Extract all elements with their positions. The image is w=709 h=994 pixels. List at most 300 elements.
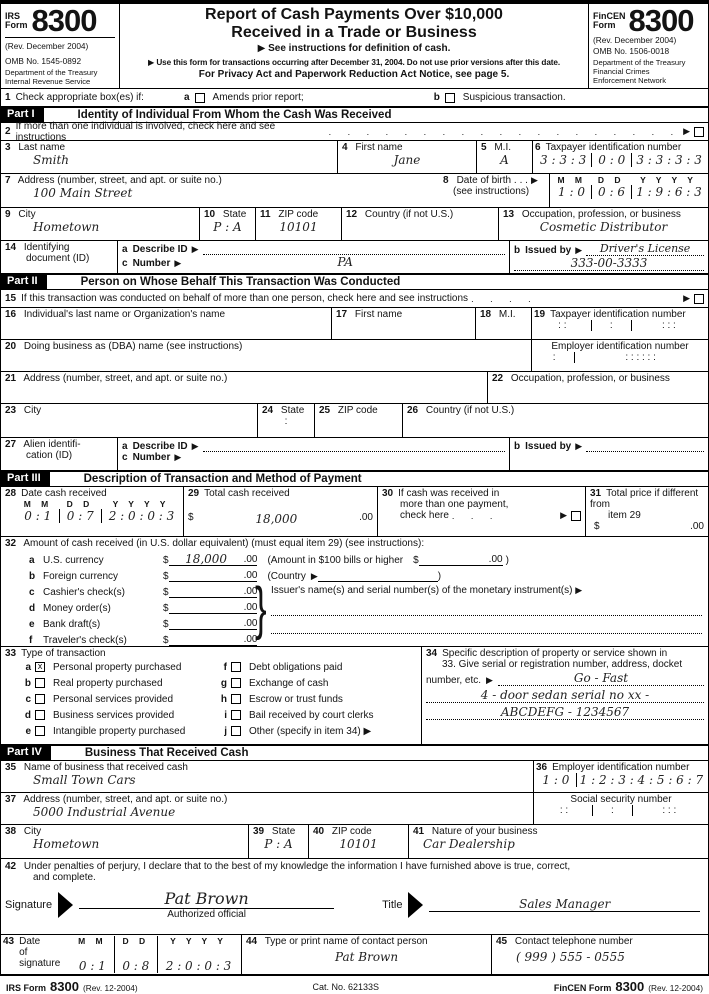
foreign-country-value[interactable] (318, 568, 438, 582)
tin-group-2[interactable]: 0 : 0 (591, 153, 631, 167)
footer-fincen-agency: FinCEN Form (553, 983, 612, 993)
item18-cell (475, 308, 531, 339)
form-notice: ▶ Use this form for transactions occurring after December 31, 2004. Do not use prior versions after this date. (147, 58, 561, 67)
item9-label: City (18, 209, 36, 220)
behalf-state-value[interactable]: : (284, 416, 288, 427)
ein-group-1[interactable]: : (552, 352, 556, 363)
item33h-label: Escrow or trust funds (249, 693, 343, 705)
item33j-key: j (224, 725, 227, 737)
item33f-label: Debt obligations paid (249, 661, 343, 673)
fincen-agency: FinCEN (593, 11, 626, 21)
row-20 (1, 339, 708, 371)
total-cash-received-value[interactable]: 18,000 (255, 512, 298, 526)
item24-cell (257, 404, 314, 437)
issued-by-value[interactable]: Driver's License (586, 242, 704, 256)
form-title-line1: Report of Cash Payments Over $10,000 (205, 6, 503, 23)
item43-label2: of (19, 947, 28, 958)
row-32b (1, 566, 708, 582)
item10-cell (199, 208, 255, 240)
item33i-label: Bail received by court clerks (249, 709, 374, 721)
title-label: Title (382, 898, 403, 911)
row-32 (1, 536, 708, 646)
item17-label: First name (354, 309, 403, 320)
item18-num: 18 (480, 309, 492, 320)
foreign-currency-value[interactable] (169, 568, 244, 582)
business-ein-group-2[interactable]: 1 : 2 : 3 : 4 : 5 : 6 : 7 (576, 773, 706, 787)
occupation-value[interactable]: Cosmetic Distributor (539, 220, 668, 234)
item5-num: 5 (481, 142, 487, 153)
item1b-label: Suspicious transaction. (462, 92, 566, 103)
item28-head-dd: D D (66, 499, 94, 509)
item14c-arrow-icon: ▶ (174, 258, 182, 268)
dob-mm-value[interactable]: 1 : 0 (558, 185, 585, 199)
item3-num: 3 (5, 142, 11, 153)
item38-label: City (23, 826, 42, 837)
amends-prior-report-checkbox[interactable] (195, 93, 205, 103)
item32d-key: d (29, 603, 36, 614)
item24-num: 24 (262, 405, 274, 416)
item27b-key: b (514, 441, 521, 452)
suspicious-transaction-checkbox[interactable] (445, 93, 455, 103)
fincen-dept: Department of the Treasury (593, 58, 686, 67)
item28-head-yyyy: Y Y Y Y (112, 499, 170, 509)
date-received-dd[interactable]: 0 : 7 (59, 509, 102, 523)
item21-num: 21 (5, 373, 17, 384)
business-zip-value[interactable]: 10101 (339, 837, 378, 851)
part1-tag: Part I (1, 108, 44, 122)
business-services-checkbox[interactable] (35, 710, 45, 720)
id-number-value[interactable]: PA (337, 255, 353, 269)
tin-group-1[interactable]: 3 : 3 : 3 (540, 153, 587, 167)
item14a-key: a (122, 244, 128, 255)
item33g-key: g (220, 677, 227, 689)
item27-num: 27 (5, 439, 17, 450)
behalf-tin-group-1[interactable]: : : (558, 320, 567, 331)
alien-issued-by-value[interactable] (586, 439, 704, 452)
item27-label-cell (1, 438, 117, 470)
item27c-label: Number (132, 452, 171, 463)
item34-label3: number, etc. (426, 675, 482, 686)
transaction-type-d (19, 707, 215, 723)
item3-label: Last name (18, 142, 66, 153)
item14-issued-cell (509, 241, 708, 273)
item1a-label: Amends prior report; (212, 92, 304, 103)
bank-draft-value[interactable] (169, 616, 244, 630)
item34-num: 34 (426, 648, 438, 659)
item32f-cents: .00 (243, 634, 258, 645)
middle-initial-value[interactable]: A (500, 153, 509, 167)
item33e-label: Intangible property purchased (53, 725, 186, 737)
zip-value[interactable]: 10101 (279, 220, 318, 234)
row-15 (1, 289, 708, 307)
item13-num: 13 (503, 209, 515, 220)
id-number2-value[interactable]: 333-00-3333 (514, 256, 704, 271)
transaction-type-g (215, 675, 417, 691)
item32e-key: e (29, 619, 35, 630)
item10-num: 10 (204, 209, 216, 220)
item28-label: Date cash received (21, 488, 107, 499)
cashiers-check-value[interactable] (169, 584, 244, 598)
item5-label: M.I. (494, 142, 512, 153)
item43-label1: Date (19, 936, 41, 947)
item32e-dollar: $ (163, 619, 169, 630)
item1b-key: b (433, 92, 440, 103)
item35-cell (1, 761, 533, 792)
item23-cell (1, 404, 257, 437)
row-42-signature (1, 858, 708, 934)
item41-cell (408, 825, 708, 858)
address-value[interactable]: 100 Main Street (33, 186, 133, 200)
item32a-label: U.S. currency (43, 555, 104, 566)
item22-num: 22 (492, 373, 504, 384)
row-23-26 (1, 403, 708, 437)
item33d-label: Business services provided (53, 709, 175, 721)
item38-cell (1, 825, 248, 858)
irs-agency: IRS (5, 11, 21, 21)
item32a-extra-cents: .00 (488, 554, 503, 565)
item36-cell (533, 761, 708, 792)
item32b-cents: .00 (243, 570, 258, 581)
item32b-extra-pre: (Country (267, 571, 306, 582)
item32-num: 32 (5, 538, 17, 549)
business-city-value[interactable]: Hometown (33, 837, 100, 851)
signature-value[interactable]: Pat Brown (79, 889, 334, 909)
item17-cell (331, 308, 475, 339)
item32a-extra-post: ) (505, 555, 509, 566)
alien-describe-id-value[interactable] (203, 439, 505, 452)
item32-label: Amount of cash received (in U.S. dollar equivalent) (must equal item 29) (see instructions): (23, 538, 425, 549)
state-value[interactable]: P : A (213, 220, 242, 234)
tin-group-3[interactable]: 3 : 3 : 3 : 3 (631, 153, 706, 167)
signature-date-dd[interactable]: 0 : 8 (122, 959, 150, 973)
row-33-34 (1, 646, 708, 744)
date-received-yyyy[interactable]: 2 : 0 : 0 : 3 (101, 509, 181, 523)
item36-label: Employer identification number (552, 762, 690, 773)
item33h-key: h (220, 693, 227, 705)
item43-num: 43 (3, 936, 15, 947)
fincen-bureau1: Financial Crimes (593, 67, 650, 76)
item44-label: Type or print name of contact person (264, 936, 428, 947)
item26-cell (402, 404, 708, 437)
item32b-key: b (29, 571, 36, 582)
item32e-label: Bank draft(s) (43, 619, 101, 630)
item8-label-cell (439, 174, 549, 207)
item33a-key: a (25, 661, 31, 673)
footer-fincen-rev: (Rev. 12-2004) (648, 983, 703, 993)
item19-num: 19 (534, 309, 546, 320)
item27c-arrow-icon: ▶ (174, 452, 182, 462)
item32b-arrow-icon: ▶ (310, 571, 318, 581)
item9-cell (1, 208, 199, 240)
item32a-key: a (29, 555, 35, 566)
item14a-label: Describe ID (132, 244, 188, 255)
footer-cat-number: Cat. No. 62133S (312, 981, 380, 992)
title-area[interactable] (429, 897, 700, 912)
travelers-check-value[interactable] (169, 632, 244, 646)
item14-num: 14 (5, 242, 17, 253)
title-arrow-icon (408, 892, 423, 918)
item7-num: 7 (5, 175, 11, 186)
footer-irs-number: 8300 (50, 979, 79, 994)
us-currency-value[interactable]: 18,000 (169, 552, 244, 566)
item39-label: State (271, 826, 296, 837)
business-name-value[interactable]: Small Town Cars (33, 773, 136, 787)
item37-ssn-cell (533, 793, 708, 824)
item8-label: Date of birth . (456, 175, 517, 186)
business-state-value[interactable]: P : A (264, 837, 293, 851)
item33a-label: Personal property purchased (53, 661, 182, 673)
item15-dot-leader: . . . . (471, 293, 538, 304)
transaction-type-b (19, 675, 215, 691)
item10-label: State (222, 209, 247, 220)
multiple-individuals-checkbox[interactable] (694, 127, 704, 137)
ein-group-2[interactable]: : : : : : : (574, 352, 706, 363)
item11-cell (255, 208, 341, 240)
contact-name-value[interactable]: Pat Brown (334, 950, 399, 964)
item11-label: ZIP code (278, 209, 319, 220)
footer-irs-rev: (Rev. 12-2004) (82, 983, 138, 993)
fincen-form-number: 8300 (628, 3, 694, 38)
fincen-omb: OMB No. 1506-0018 (593, 46, 670, 56)
debt-obligations-checkbox[interactable] (231, 662, 241, 672)
other-transaction-checkbox[interactable] (231, 726, 241, 736)
item43-label3: signature (19, 958, 61, 969)
row-27 (1, 437, 708, 470)
item27-label1: Alien identifi- (23, 439, 81, 450)
item33c-label: Personal services provided (53, 693, 174, 705)
item34-label1: Specific description of property or service shown in (442, 648, 668, 659)
row-1 (1, 88, 708, 106)
item20-ein-cell (531, 340, 708, 371)
business-address-value[interactable]: 5000 Industrial Avenue (33, 805, 176, 819)
item35-num: 35 (5, 762, 17, 773)
item18-label: M.I. (498, 309, 516, 320)
item33-num: 33 (5, 648, 17, 659)
issuer-line-1[interactable] (271, 603, 702, 616)
transaction-type-a (19, 659, 215, 675)
title-value[interactable]: Sales Manager (429, 897, 700, 912)
item29-cell (183, 487, 377, 536)
item30-num: 30 (382, 488, 394, 499)
item43-head-mm: M M (78, 936, 107, 946)
row-14 (1, 240, 708, 273)
signature-label: Signature (5, 898, 53, 911)
issuer-line-2[interactable] (271, 621, 702, 634)
item15-label: If this transaction was conducted on behalf of more than one person, check here and see instructions (21, 293, 469, 304)
part2-header (1, 273, 708, 289)
irs-form-number: 8300 (31, 3, 97, 38)
item27-label2: cation (ID) (26, 450, 73, 461)
contact-phone-value[interactable]: ( 999 ) 555 - 0555 (516, 950, 625, 964)
ssn-group-1[interactable]: : : (559, 805, 569, 816)
exchange-of-cash-checkbox[interactable] (231, 678, 241, 688)
item34-label2: 33. Give serial or registration number, address, docket (442, 659, 683, 670)
bail-received-checkbox[interactable] (231, 710, 241, 720)
hundred-bills-value[interactable] (419, 552, 489, 566)
row-37 (1, 792, 708, 824)
item28-cell (1, 487, 183, 536)
dob-yyyy-value[interactable]: 1 : 9 : 6 : 3 (631, 185, 706, 199)
item26-label: Country (if not U.S.) (425, 405, 515, 416)
item32f-label: Traveler's check(s) (43, 635, 127, 646)
item15-arrow-icon: ▶ (683, 293, 690, 303)
item32b-label: Foreign currency (43, 571, 119, 582)
item33f-key: f (223, 661, 227, 673)
item22-cell (487, 372, 708, 403)
part3-title: Description of Transaction and Method of Payment (83, 473, 362, 485)
item31-cell (585, 487, 708, 536)
signature-arrow-icon (58, 892, 73, 918)
item41-num: 41 (413, 826, 425, 837)
item31-cents: .00 (690, 521, 704, 532)
item14-label2: document (ID) (26, 253, 90, 264)
ssn-group-3[interactable]: : : : (632, 805, 706, 816)
ein-label: Employer identification number (551, 341, 689, 352)
item8-arrow-icon: ▶ (530, 175, 538, 185)
transaction-type-i (215, 707, 417, 723)
signature-area[interactable] (79, 889, 334, 920)
item33c-key: c (25, 693, 31, 705)
item32f-key: f (29, 635, 33, 646)
issuer-label: Issuer's name(s) and serial number(s) of the monetary instrument(s) (271, 585, 573, 596)
last-name-value[interactable]: Smith (33, 153, 69, 167)
item12-label: Country (if not U.S.) (364, 209, 454, 220)
item39-num: 39 (253, 826, 265, 837)
item5-cell (476, 141, 532, 173)
item34-arrow-icon: ▶ (486, 675, 493, 685)
item2-arrow-icon: ▶ (683, 126, 691, 136)
item8-num: 8 (443, 175, 449, 186)
multiple-payments-checkbox[interactable] (571, 511, 581, 521)
item27-describe-cell (117, 438, 509, 470)
row-28-31 (1, 486, 708, 536)
item21-cell (1, 372, 487, 403)
item30-label1: If cash was received in (398, 488, 500, 499)
item33d-key: d (24, 709, 31, 721)
item45-cell (491, 935, 708, 974)
first-name-value[interactable]: Jane (393, 153, 421, 167)
part1-title: Identity of Individual From Whom the Cash Was Received (77, 109, 392, 121)
item32c-cents: .00 (243, 586, 258, 597)
irs-header-box (1, 4, 119, 88)
money-order-value[interactable] (169, 600, 244, 614)
ssn-group-2[interactable]: : (592, 805, 632, 816)
describe-id-value[interactable] (203, 242, 505, 255)
item4-label: First name (355, 142, 403, 153)
item9-num: 9 (5, 209, 11, 220)
item44-num: 44 (246, 936, 258, 947)
item43-head-dd: D D (122, 936, 150, 946)
item1a-key: a (183, 92, 190, 103)
item2-num: 2 (5, 126, 11, 137)
item23-num: 23 (5, 405, 17, 416)
row-21-22 (1, 371, 708, 403)
item37-cell (1, 793, 533, 824)
date-received-mm[interactable]: 0 : 1 (24, 509, 52, 523)
dob-head-mm: M M (557, 175, 587, 185)
item25-num: 25 (319, 405, 331, 416)
behalf-multiple-persons-checkbox[interactable] (694, 294, 704, 304)
footer-fincen-number: 8300 (615, 979, 645, 994)
row-3-6 (1, 140, 708, 173)
item2-label: If more than one individual is involved, check here and see instructions (15, 120, 276, 143)
ssn-label: Social security number (570, 794, 672, 805)
item25-label: ZIP code (337, 405, 378, 416)
property-description-value-2[interactable]: 4 - door sedan serial no xx - (426, 688, 704, 703)
item29-label: Total cash received (204, 488, 290, 499)
fincen-bureau2: Enforcement Network (593, 76, 667, 85)
signature-date-mm[interactable]: 0 : 1 (78, 959, 106, 973)
item30-arrow-icon: ▶ (560, 510, 567, 520)
signature-band (1, 883, 708, 920)
item41-label: Nature of your business (431, 826, 538, 837)
item30-label3: check here (400, 510, 449, 521)
behalf-tin-group-2[interactable]: : (591, 320, 631, 331)
item30-label2: more than one payment, (400, 499, 509, 510)
row-35-36 (1, 760, 708, 792)
personal-property-checkbox[interactable]: x (35, 662, 45, 672)
item14a-arrow-icon: ▶ (191, 244, 199, 254)
form-header (1, 4, 708, 88)
item4-cell (337, 141, 476, 173)
item19-label: Taxpayer identification number (550, 309, 686, 320)
item26-num: 26 (407, 405, 419, 416)
transaction-type-j (215, 723, 417, 739)
dob-dd-value[interactable]: 0 : 6 (591, 185, 631, 199)
item33i-key: i (224, 709, 227, 721)
item44-cell (241, 935, 491, 974)
transaction-type-f (215, 659, 417, 675)
item23-label: City (23, 405, 42, 416)
form-subtitle: ▶ See instructions for definition of cash. (257, 43, 451, 54)
item16-num: 16 (5, 309, 17, 320)
intangible-property-checkbox[interactable] (35, 726, 45, 736)
item14c-key: c (122, 258, 128, 269)
item16-label: Individual's last name or Organization's name (23, 309, 226, 320)
part3-tag: Part III (1, 472, 50, 486)
item33e-key: e (25, 725, 31, 737)
item20-num: 20 (5, 341, 17, 352)
item43-cell (1, 935, 241, 974)
fincen-header-box (588, 4, 708, 88)
item27b-label: Issued by (525, 441, 572, 452)
dob-head-yyyy: Y Y Y Y (640, 175, 697, 185)
item6-num: 6 (535, 142, 541, 153)
item32b-extra-post: ) (437, 571, 442, 582)
item32a-extra-dollar: $ (413, 555, 419, 566)
property-description-value-3[interactable]: ABCDEFG - 1234567 (426, 705, 704, 720)
item14c-label: Number (132, 258, 171, 269)
real-property-checkbox[interactable] (35, 678, 45, 688)
item11-num: 11 (260, 209, 271, 220)
form-footer (0, 974, 709, 994)
item30-dot-leader: . . . (451, 510, 500, 521)
city-value[interactable]: Hometown (33, 220, 100, 234)
business-ein-group-1[interactable]: 1 : 0 (542, 773, 570, 787)
item27-issued-cell (509, 438, 708, 470)
nature-of-business-value[interactable]: Car Dealership (423, 837, 515, 851)
irs-bureau: Internal Revenue Service (5, 77, 91, 86)
behalf-tin-group-3[interactable]: : : : (631, 320, 706, 331)
item33-label: Type of transaction (21, 648, 106, 659)
escrow-trust-checkbox[interactable] (231, 694, 241, 704)
item25-cell (314, 404, 402, 437)
signature-date-yyyy[interactable]: 2 : 0 : 0 : 3 (165, 959, 232, 973)
personal-services-checkbox[interactable] (35, 694, 45, 704)
item13-cell (498, 208, 708, 240)
property-description-value-1[interactable]: Go - Fast (498, 671, 704, 686)
item32a-cents: .00 (243, 554, 258, 565)
